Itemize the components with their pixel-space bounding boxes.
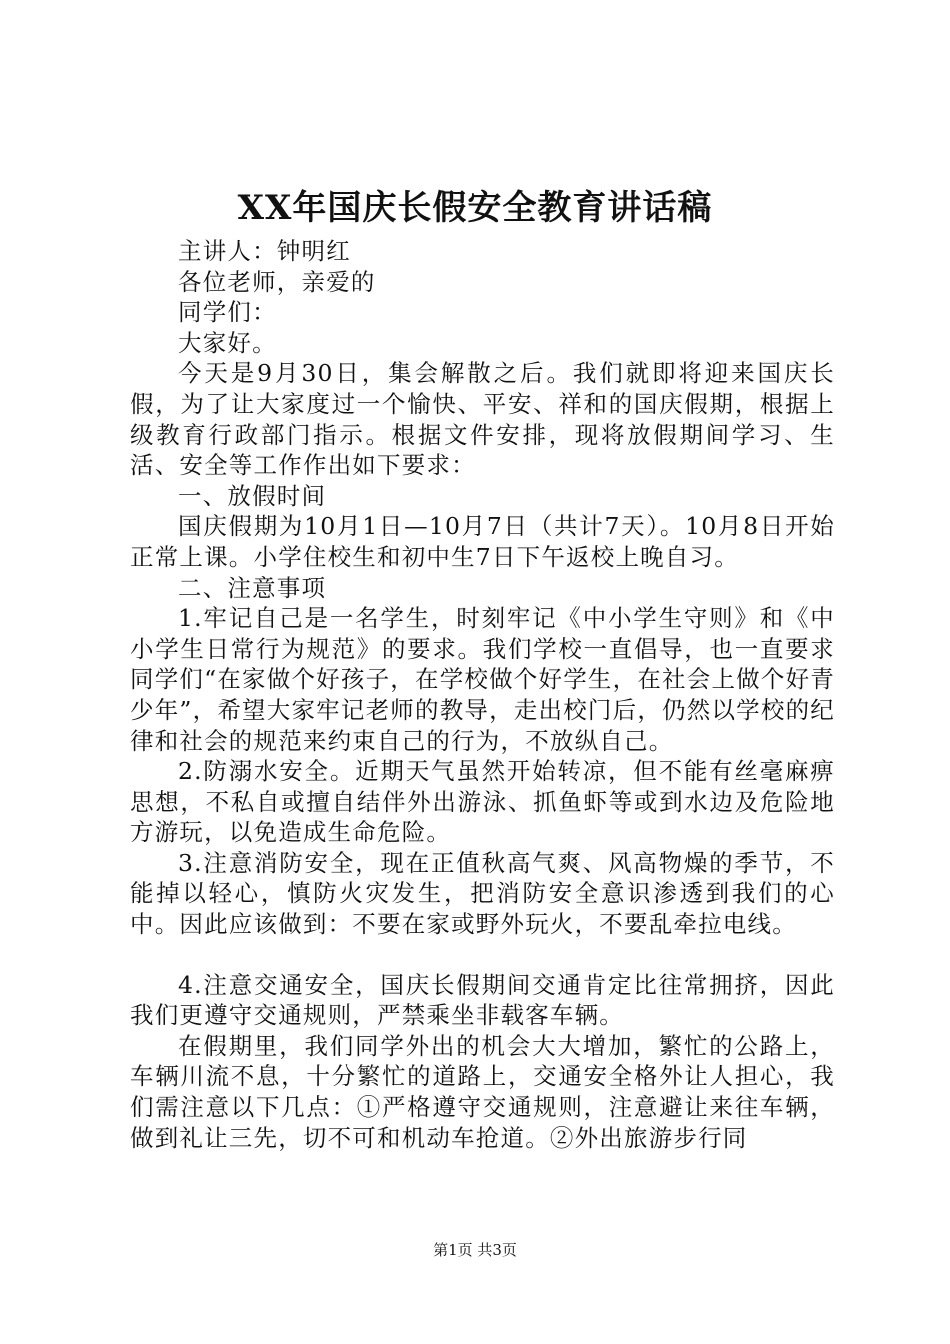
traffic-paragraph: 在假期里，我们同学外出的机会大大增加，繁忙的公路上，车辆川流不息，十分繁忙的道路上，交通安全格外让人担心，我们需注意以下几点：①严格遵守交通规则，注意避让来往车辆，做到礼让三先，切不可和机动车抢道。②外出旅游步行同 [130, 1031, 835, 1152]
section-heading-holiday-time: 一、放假时间 [178, 481, 327, 510]
paragraph-gap [130, 940, 835, 970]
note-paragraph-3: 3.注意消防安全，现在正值秋高气爽、风高物燥的季节，不能掉以轻心，慎防火灾发生，把消防安全意识渗透到我们的心中。因此应该做到：不要在家或野外玩火，不要乱牵拉电线。 [130, 848, 835, 939]
page-footer: 第1页 共3页 [433, 1241, 517, 1259]
section-heading-notes: 二、注意事项 [178, 573, 327, 602]
document-body [130, 236, 835, 1153]
speaker-line: 主讲人：钟明红 [178, 237, 351, 265]
greeting-line-2: 同学们： [178, 298, 277, 327]
document-title: XX年国庆长假安全教育讲话稿 [237, 188, 713, 228]
intro-paragraph: 今天是9月30日，集会解散之后。我们就即将迎来国庆长假，为了让大家度过一个愉快、平安、祥和的国庆假期，根据上级教育行政部门指示。根据文件安排，现将放假期间学习、生活、安全等工作作出如下要求： [130, 359, 835, 480]
note-paragraph-2: 2.防溺水安全。近期天气虽然开始转凉，但不能有丝毫麻痹思想，不私自或擅自结伴外出游泳、抓鱼虾等或到水边及危险地方游玩，以免造成生命危险。 [130, 757, 835, 847]
greeting-line-1: 各位老师，亲爱的 [178, 267, 376, 296]
note-paragraph-1: 1.牢记自己是一名学生，时刻牢记《中小学生守则》和《中小学生日常行为规范》的要求。我们学校一直倡导，也一直要求同学们“在家做个好孩子，在学校做个好学生，在社会上做个好青少年”，希望大家牢记老师的教导，走出校门后，仍然以学校的纪律和社会的规范来约束自己的行为，不放纵自己。 [130, 604, 835, 755]
note-paragraph-4: 4.注意交通安全，国庆长假期间交通肯定比往常拥挤，因此我们更遵守交通规则，严禁乘坐非载客车辆。 [130, 970, 835, 1030]
holiday-time-paragraph: 国庆假期为10月1日—10月7日（共计7天）。10月8日开始正常上课。小学住校生和初中生7日下午返校上晚自习。 [130, 512, 835, 571]
greeting-line-3: 大家好。 [178, 328, 277, 357]
